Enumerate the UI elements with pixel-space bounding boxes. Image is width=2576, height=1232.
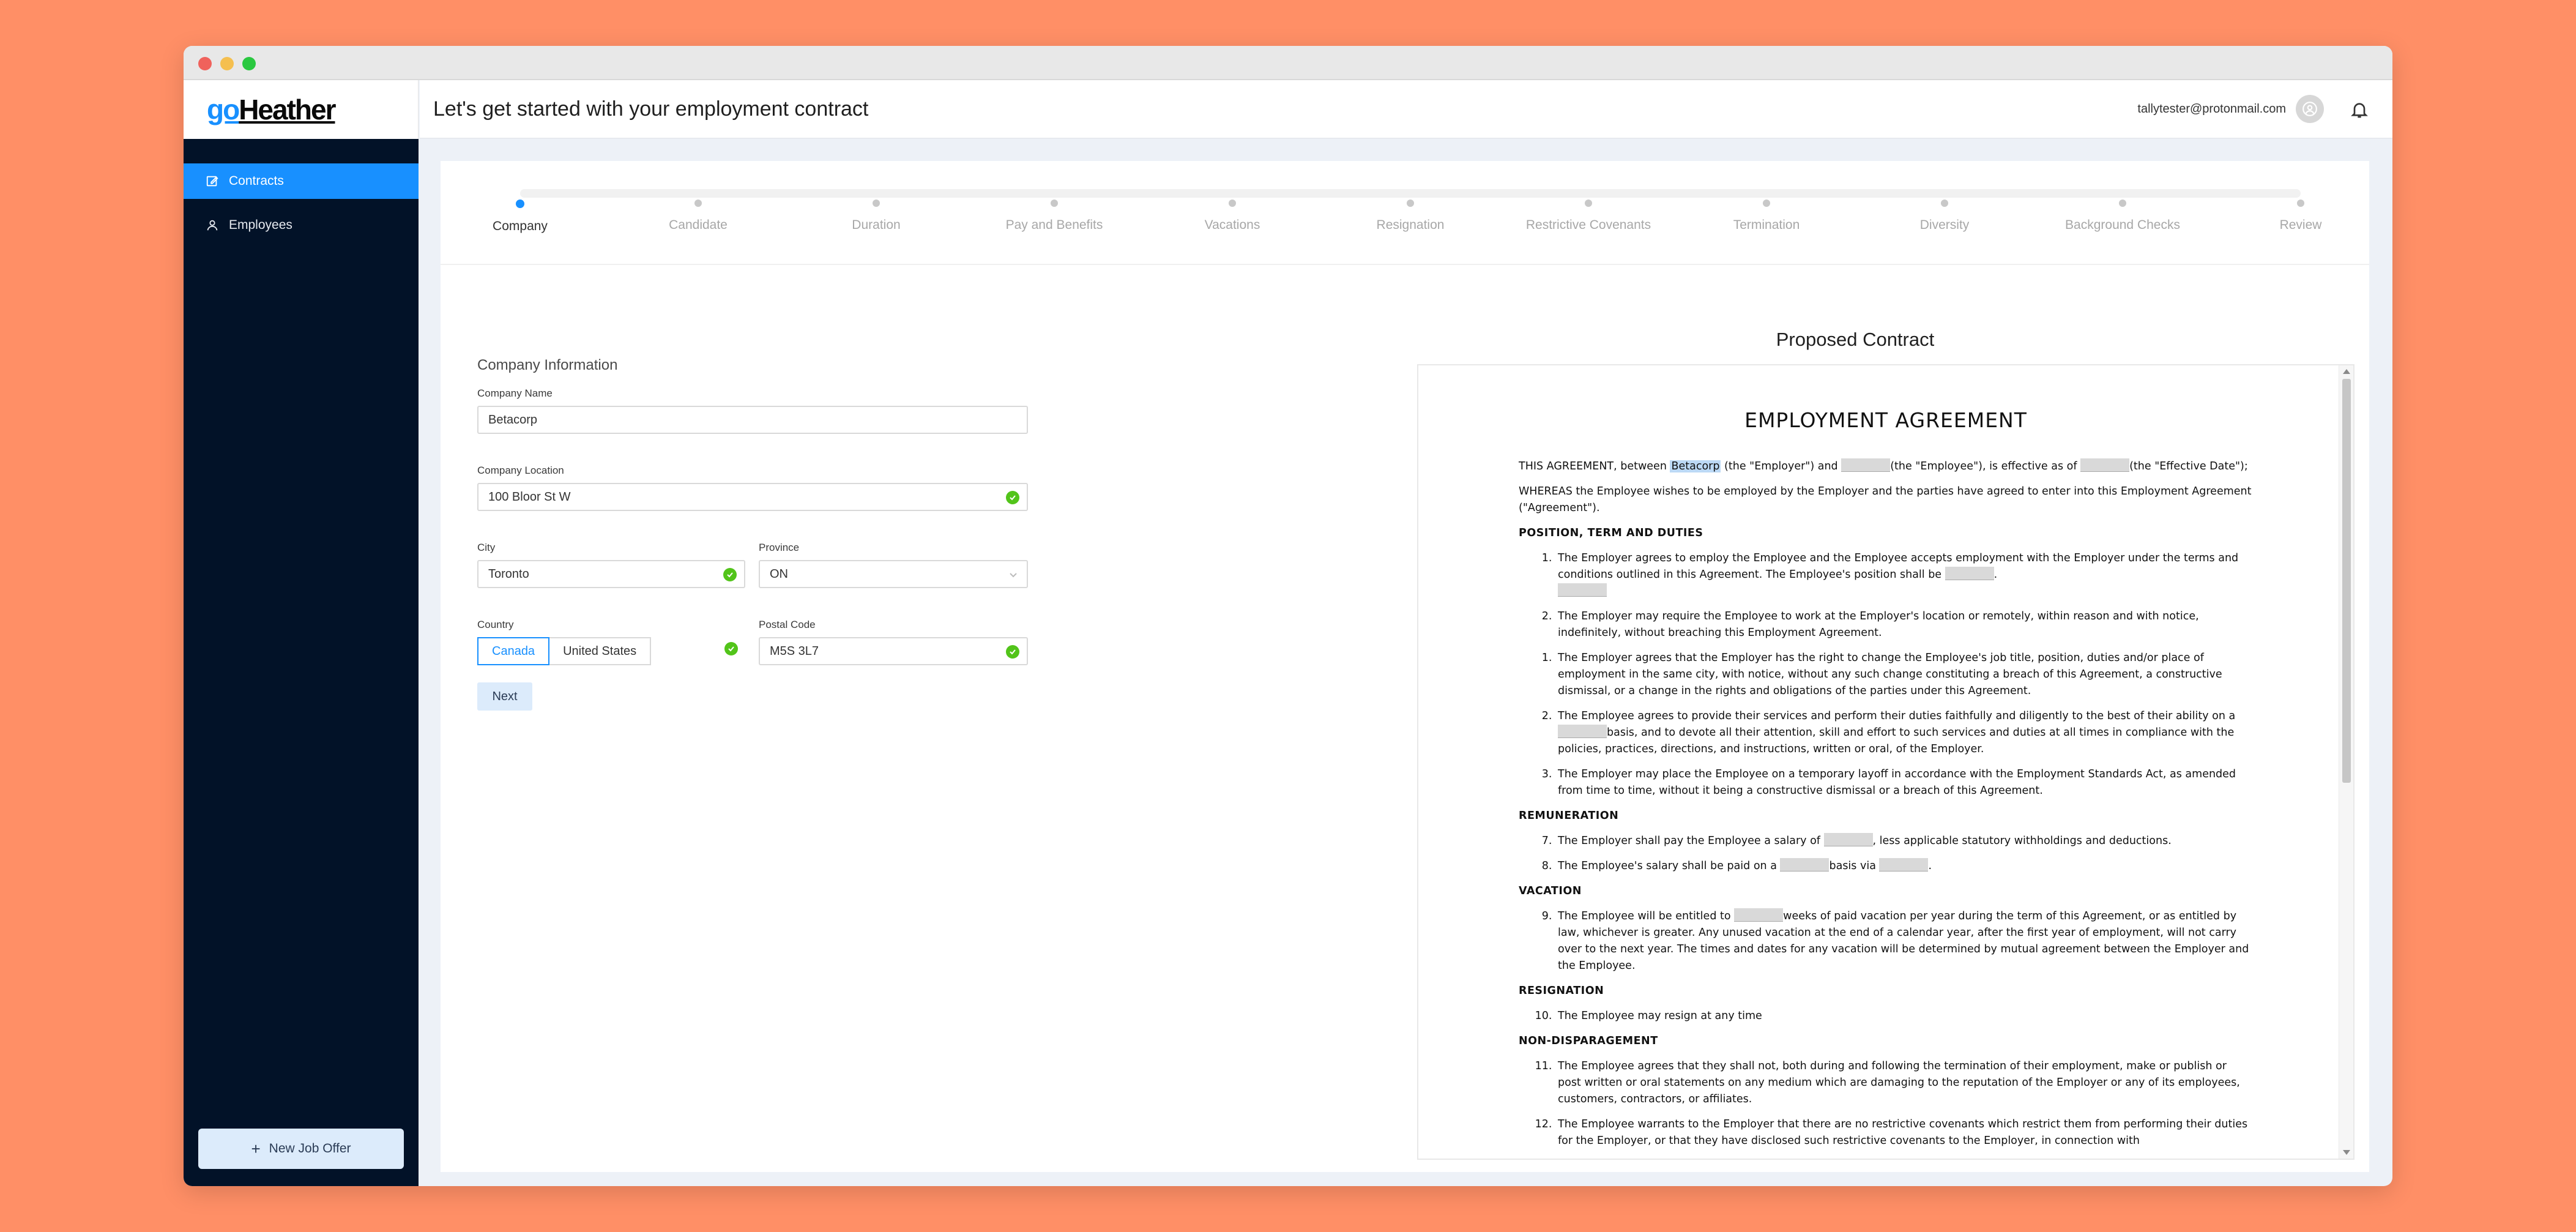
blank-pay-method [1879, 858, 1928, 872]
company-name-input[interactable] [477, 406, 1028, 434]
province-select[interactable] [759, 560, 1028, 588]
step-dot [1407, 200, 1414, 207]
avatar[interactable] [2296, 95, 2324, 123]
step-dot [2297, 200, 2304, 207]
step-review[interactable] [2209, 200, 2392, 233]
company-location-label: Company Location [477, 465, 564, 476]
sidebar-item-label: Contracts [229, 174, 284, 188]
step-label: Pay and Benefits [1005, 218, 1103, 232]
step-dot [1051, 200, 1058, 207]
new-job-offer-label: New Job Offer [269, 1141, 351, 1155]
step-dot [1229, 200, 1236, 207]
step-vacations[interactable] [1141, 200, 1324, 233]
logo-part-go: go [207, 94, 239, 125]
intro-paragraph [1519, 458, 2253, 475]
form-section-title: Company Information [477, 357, 618, 373]
bell-icon[interactable] [2350, 100, 2369, 119]
clause-text: The Employer may place the Employee on a temporary layoff in accordance with the Employment Standards Act, as amended from time to time, without it being a constructive dismissal or a breach of this Agreement. [1558, 768, 2236, 797]
blank-vacation-weeks [1734, 908, 1783, 922]
clause-text: The Employee agrees that they shall not, both during and following the termination of their employment, make or publish or post written or oral statements on any medium which are damaging to the reputation of the Employer or any of its employees, customers, contractors, or affiliates. [1558, 1060, 2240, 1105]
step-label: Review [2279, 218, 2322, 232]
step-label: Termination [1733, 218, 1800, 232]
step-label: Company [493, 219, 548, 233]
step-label: Resignation [1376, 218, 1445, 232]
document-scrollbar[interactable] [2339, 365, 2353, 1159]
intro-text: (the "Employer") and [1721, 460, 1842, 472]
position-clauses [1519, 550, 2253, 641]
valid-check-icon [1006, 645, 1019, 659]
postal-code-input[interactable] [759, 637, 1028, 665]
step-restrictive-covenants[interactable] [1497, 200, 1680, 233]
step-resignation[interactable] [1319, 200, 1502, 233]
step-dot [873, 200, 880, 207]
vacation-clauses [1519, 908, 2253, 974]
country-option-label: United States [563, 644, 637, 658]
maximize-window-button[interactable] [242, 57, 256, 70]
country-option-label: Canada [492, 644, 535, 658]
clause [1555, 908, 2253, 974]
clause-text: The Employer may require the Employee to work at the Employer's location or remotely, within reason and with notice, indefinitely, without breaching this Employment Agreement. [1558, 610, 2199, 639]
sidebar-nav [184, 163, 419, 252]
province-label: Province [759, 542, 800, 553]
step-diversity[interactable] [1853, 200, 2036, 233]
new-job-offer-button[interactable] [198, 1129, 404, 1169]
page-title: Let's get started with your employment contract [433, 97, 869, 121]
blank-work-basis [1558, 725, 1607, 738]
sidebar-item-label: Employees [229, 218, 292, 232]
clause-text: The Employee warrants to the Employer that there are no restrictive covenants which restrict them from performing their duties for the Employer, or that they have disclosed such restrictive covenants to the Employer, in connection with [1558, 1118, 2248, 1147]
logo-area [184, 80, 419, 139]
clause-text: , less applicable statutory withholdings and deductions. [1872, 835, 2172, 847]
blank-position-2 [1558, 583, 1607, 597]
blank-position [1945, 567, 1994, 580]
clause-text: basis via [1829, 860, 1880, 872]
country-label: Country [477, 619, 514, 630]
step-termination[interactable] [1675, 200, 1858, 233]
document-title: EMPLOYMENT AGREEMENT [1744, 408, 2027, 432]
step-dot [1585, 200, 1592, 207]
vacation-heading: VACATION [1519, 885, 1582, 897]
whereas-paragraph: WHEREAS the Employee wishes to be employed by the Employer and the parties have agreed to enter into this Employment Agreement ("Agreement"). [1519, 485, 2252, 514]
clause-text: basis, and to devote all their attention, skill and effort to such services and duties at all times in compliance with the policies, practices, directions, and instructions, written or oral, of the Employer. [1558, 726, 2235, 755]
chevron-down-icon [1008, 570, 1018, 580]
blank-employee-name [1841, 458, 1890, 472]
user-email: tallytester@protonmail.com [2137, 102, 2286, 116]
province-value: ON [770, 567, 788, 581]
country-toggle [477, 637, 745, 665]
valid-check-icon [1006, 491, 1019, 504]
step-company[interactable] [428, 200, 612, 234]
remuneration-heading: REMUNERATION [1519, 810, 1619, 822]
step-duration[interactable] [784, 200, 968, 233]
clause [1555, 1058, 2253, 1108]
sidebar [184, 80, 419, 1186]
user-avatar-icon [2302, 101, 2318, 117]
clause-text: The Employee agrees to provide their services and perform their duties faithfully and diligently to the best of their ability on a [1558, 710, 2236, 722]
position-clauses-2 [1519, 650, 2253, 799]
close-window-button[interactable] [198, 57, 212, 70]
step-dot [516, 200, 524, 208]
clause [1555, 650, 2253, 700]
step-dot [1941, 200, 1948, 207]
clause: 1. The Employer agrees to employ the Employee and the Employee accepts employment with the Employer under the terms and conditions outlined in this Agreement. The Employee's position shall be . [1555, 550, 2253, 600]
step-label: Diversity [1919, 218, 1970, 232]
step-pay-and-benefits[interactable] [962, 200, 1146, 233]
company-name-value: Betacorp [488, 413, 538, 427]
clause-text: The Employee may resign at any time [1558, 1010, 1762, 1022]
country-option-canada[interactable] [477, 637, 549, 665]
clause-text: The Employee will be entitled to [1558, 910, 1735, 922]
clause [1555, 833, 2253, 849]
step-dot [1763, 200, 1770, 207]
city-label: City [477, 542, 496, 553]
blank-pay-period [1780, 858, 1829, 872]
minimize-window-button[interactable] [220, 57, 234, 70]
next-label: Next [492, 689, 518, 703]
step-label: Background Checks [2065, 218, 2180, 232]
clause-text: The Employee's salary shall be paid on a [1558, 860, 1781, 872]
city-input[interactable] [477, 560, 745, 588]
gohpeather-logo[interactable] [207, 93, 335, 126]
step-dot [694, 200, 702, 207]
step-label: Duration [852, 218, 901, 232]
step-dot [2119, 200, 2126, 207]
sidebar-item-employees[interactable] [184, 207, 419, 243]
valid-check-icon [724, 642, 738, 655]
edit-icon [206, 174, 219, 188]
proposed-contract-title: Proposed Contract [1776, 329, 1935, 350]
clause-text: The Employer shall pay the Employee a salary of [1558, 835, 1824, 847]
step-background-checks[interactable] [2031, 200, 2214, 233]
clause-text: weeks of paid vacation per year during the term of this Agreement, or as entitled by law, whichever is greater. Any unused vacation at the end of a calendar year, after the first year of employment, will not carry over to the next year. The times and dates for any vacation will be determined by mutual agreement between the Employer and the Employee. [1558, 910, 2249, 972]
city-value: Toronto [488, 567, 529, 581]
clause-text: The Employer agrees to employ the Employee and the Employee accepts employment with the Employer under the terms and conditions outlined in this Agreement. The Employee's position shall be [1558, 552, 2239, 581]
company-name-label: Company Name [477, 387, 553, 399]
position-heading: POSITION, TERM AND DUTIES [1519, 527, 1703, 539]
resignation-heading: RESIGNATION [1519, 985, 1604, 997]
stepper [441, 161, 2369, 265]
resignation-clauses [1519, 1008, 2253, 1025]
company-form [477, 357, 1028, 711]
stepper-track [520, 189, 2301, 198]
logo-part-heather: Heather [239, 94, 335, 125]
clause [1555, 1116, 2253, 1149]
clause [1555, 1008, 2253, 1025]
intro-text: (the "Employee"), is effective as of [1890, 460, 2081, 472]
contract-preview[interactable] [1417, 364, 2355, 1160]
intro-text: THIS AGREEMENT, between [1519, 460, 1670, 472]
next-button[interactable] [477, 682, 532, 711]
clause [1555, 708, 2253, 758]
country-option-united-states[interactable] [549, 637, 651, 665]
company-highlight: Betacorp [1671, 460, 1720, 472]
clause: 8. The Employee's salary shall be paid on a basis via . [1555, 858, 2253, 875]
clause [1555, 608, 2253, 641]
scroll-up-arrow[interactable] [2343, 369, 2350, 374]
clause-text: The Employer agrees that the Employer has the right to change the Employee's job title, position, duties and/or place of employment in the same city, with notice, without any such change constituting a breach of this Agreement, a constructive dismissal, or a change in the rights and obligations of the parties under this Agreement. [1558, 652, 2222, 697]
step-label: Candidate [669, 218, 728, 232]
contract-document [1519, 408, 2253, 1158]
valid-check-icon [723, 568, 737, 581]
window-titlebar [184, 46, 2392, 80]
scroll-down-arrow[interactable] [2343, 1150, 2350, 1155]
user-menu[interactable] [2137, 95, 2324, 123]
blank-salary [1824, 833, 1873, 846]
step-label: Vacations [1204, 218, 1260, 232]
step-candidate[interactable] [606, 200, 790, 233]
main-card [441, 161, 2369, 1172]
user-icon [206, 218, 219, 232]
scrollbar-thumb[interactable] [2342, 379, 2351, 783]
intro-text: (the "Effective Date"); [2129, 460, 2248, 472]
postal-code-label: Postal Code [759, 619, 816, 630]
step-label: Restrictive Covenants [1525, 218, 1651, 232]
plus-icon: + [251, 1139, 261, 1158]
non-disparagement-heading: NON-DISPARAGEMENT [1519, 1035, 1658, 1047]
company-location-input[interactable] [477, 483, 1028, 511]
postal-code-value: M5S 3L7 [770, 644, 819, 658]
sidebar-item-contracts[interactable] [184, 163, 419, 199]
blank-effective-date [2080, 458, 2129, 472]
page-header [420, 80, 2392, 139]
app-window [184, 46, 2392, 1186]
remuneration-clauses [1519, 833, 2253, 875]
non-disparagement-clauses [1519, 1058, 2253, 1149]
company-location-value: 100 Bloor St W [488, 490, 571, 504]
clause [1555, 766, 2253, 799]
